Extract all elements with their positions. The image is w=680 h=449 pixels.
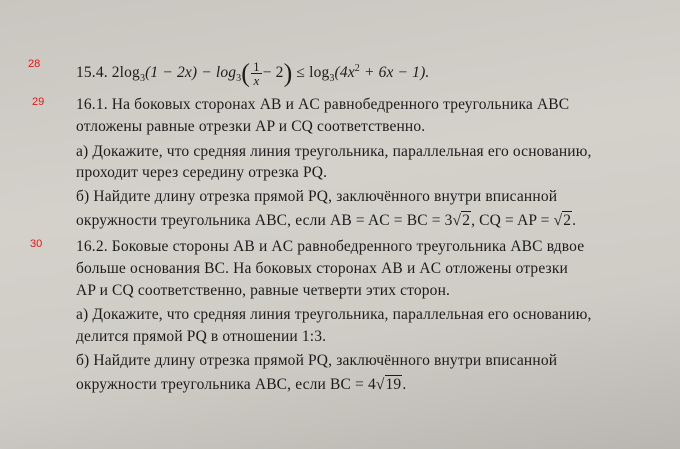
problem-16-2-line3: AP и CQ соответственно, равные четверти этих сторон. bbox=[76, 282, 451, 299]
problem-16-2-line2: больше основания BC. На боковых сторонах AB и AC отложены отрезки bbox=[76, 260, 568, 277]
problem-16-2-line1: 16.2. Боковые стороны AB и AC равнобедренного треугольника ABC вдвое bbox=[76, 238, 585, 255]
fraction bbox=[251, 60, 262, 87]
problem-16-1-line3: а) Докажите, что средняя линия треугольника, параллельная его основанию, bbox=[76, 143, 592, 160]
line7-text-a: окружности треугольника ABC, если BC = 4 bbox=[76, 376, 376, 393]
problem-15-4-number: 15.4. bbox=[76, 64, 108, 82]
sqrt-symbol-2: √ bbox=[553, 212, 563, 229]
log-base-3: 3 bbox=[329, 73, 335, 85]
exponent: 2 bbox=[354, 62, 360, 74]
problem-16-2-line5: делится прямой PQ в отношении 1:3. bbox=[76, 328, 327, 345]
after-fraction: − 2 bbox=[262, 64, 284, 82]
problem-16-2-line7 bbox=[76, 376, 406, 394]
inequality-relation: ≤ log bbox=[292, 64, 330, 82]
fraction-numerator: 1 bbox=[253, 59, 260, 74]
problem-16-2-line6: б) Найдите длину отрезка прямой PQ, заключённого внутри вписанной bbox=[76, 352, 558, 369]
problem-16-1-line5: б) Найдите длину отрезка прямой PQ, заключённого внутри вписанной bbox=[76, 188, 558, 205]
inequality-arg3-tail: + 6x − 1). bbox=[359, 64, 430, 82]
fraction-denominator: x bbox=[253, 73, 260, 88]
marker-29: 29 bbox=[32, 96, 45, 108]
sqrt-radicand-2: 2 bbox=[563, 212, 572, 229]
right-paren: ) bbox=[283, 58, 293, 88]
line6-text-c: . bbox=[572, 212, 577, 229]
marker-30: 30 bbox=[30, 238, 43, 250]
problem-16-2-line4: а) Докажите, что средняя линия треугольника, параллельная его основанию, bbox=[76, 306, 592, 323]
inequality-arg1: (1 − 2x) − log bbox=[145, 64, 237, 82]
inequality-part1: 2log bbox=[111, 64, 140, 82]
problem-16-1-line2: отложены равные отрезки AP и CQ соответственно. bbox=[76, 118, 426, 135]
problem-16-1-line6 bbox=[76, 212, 576, 230]
inequality-arg3: (4x bbox=[334, 64, 355, 82]
problem-16-1-line4: проходит через середину отрезка PQ. bbox=[76, 164, 328, 181]
marker-28: 28 bbox=[28, 58, 41, 70]
sqrt-symbol-3: √ bbox=[375, 376, 385, 393]
left-paren: ( bbox=[241, 58, 251, 88]
sqrt-radicand-3: 19 bbox=[385, 376, 402, 393]
log-base-2: 3 bbox=[236, 73, 242, 85]
line7-text-b: . bbox=[402, 376, 407, 393]
line6-text-a: окружности треугольника ABC, если AB = AC = BC = 3 bbox=[76, 212, 453, 229]
line6-text-b: , CQ = AP = bbox=[471, 212, 554, 229]
problem-16-1-line1: 16.1. На боковых сторонах AB и AC равнобедренного треугольника ABC bbox=[76, 96, 570, 113]
log-base-1: 3 bbox=[139, 73, 146, 85]
sqrt-symbol-1: √ bbox=[452, 212, 462, 229]
sqrt-radicand-1: 2 bbox=[462, 212, 471, 229]
problem-15-4 bbox=[76, 60, 429, 87]
